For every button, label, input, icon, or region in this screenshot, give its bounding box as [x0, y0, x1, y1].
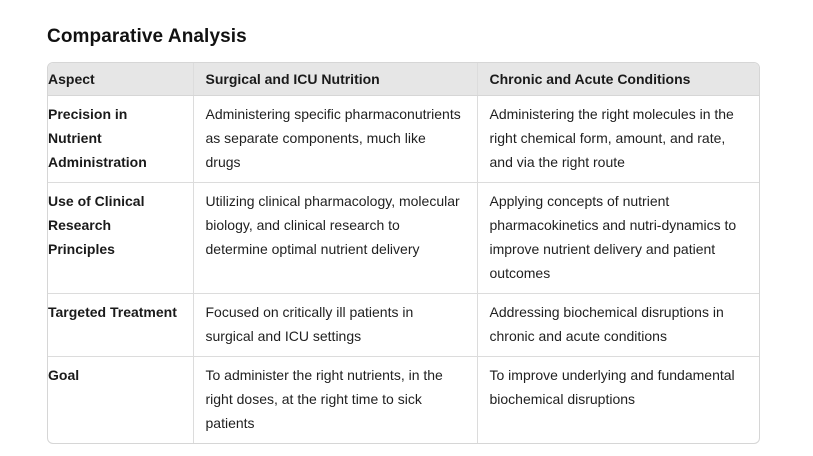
table-row: [48, 96, 759, 183]
comparison-table: [47, 62, 760, 444]
page-title: Comparative Analysis: [47, 26, 247, 47]
header-surgical-icu-nutrition: Surgical and ICU Nutrition: [193, 63, 477, 96]
row-surgical-cell: Utilizing clinical pharmacology, molecular biology, and clinical research to determine optimal nutrient delivery: [193, 183, 477, 294]
row-chronic-cell: To improve underlying and fundamental biochemical disruptions: [477, 357, 759, 444]
table-row: [48, 357, 759, 444]
row-aspect: Goal: [48, 357, 193, 444]
row-surgical-cell: To administer the right nutrients, in the right doses, at the right time to sick patients: [193, 357, 477, 444]
row-aspect: Use of Clinical Research Principles: [48, 183, 193, 294]
table-row: [48, 183, 759, 294]
row-chronic-cell: Administering the right molecules in the right chemical form, amount, and rate, and via the right route: [477, 96, 759, 183]
row-surgical-cell: Administering specific pharmaconutrients as separate components, much like drugs: [193, 96, 477, 183]
row-chronic-cell: Addressing biochemical disruptions in chronic and acute conditions: [477, 294, 759, 357]
table-row: [48, 294, 759, 357]
row-aspect: Precision in Nutrient Administration: [48, 106, 147, 170]
row-chronic-cell: Applying concepts of nutrient pharmacokinetics and nutri-dynamics to improve nutrient delivery and patient outcomes: [477, 183, 759, 294]
row-aspect: Targeted Treatment: [48, 294, 193, 357]
header-aspect: Aspect: [48, 63, 193, 96]
table-header-row: [48, 63, 759, 96]
row-surgical-cell: Focused on critically ill patients in surgical and ICU settings: [193, 294, 477, 357]
header-chronic-acute-conditions: Chronic and Acute Conditions: [477, 63, 759, 96]
